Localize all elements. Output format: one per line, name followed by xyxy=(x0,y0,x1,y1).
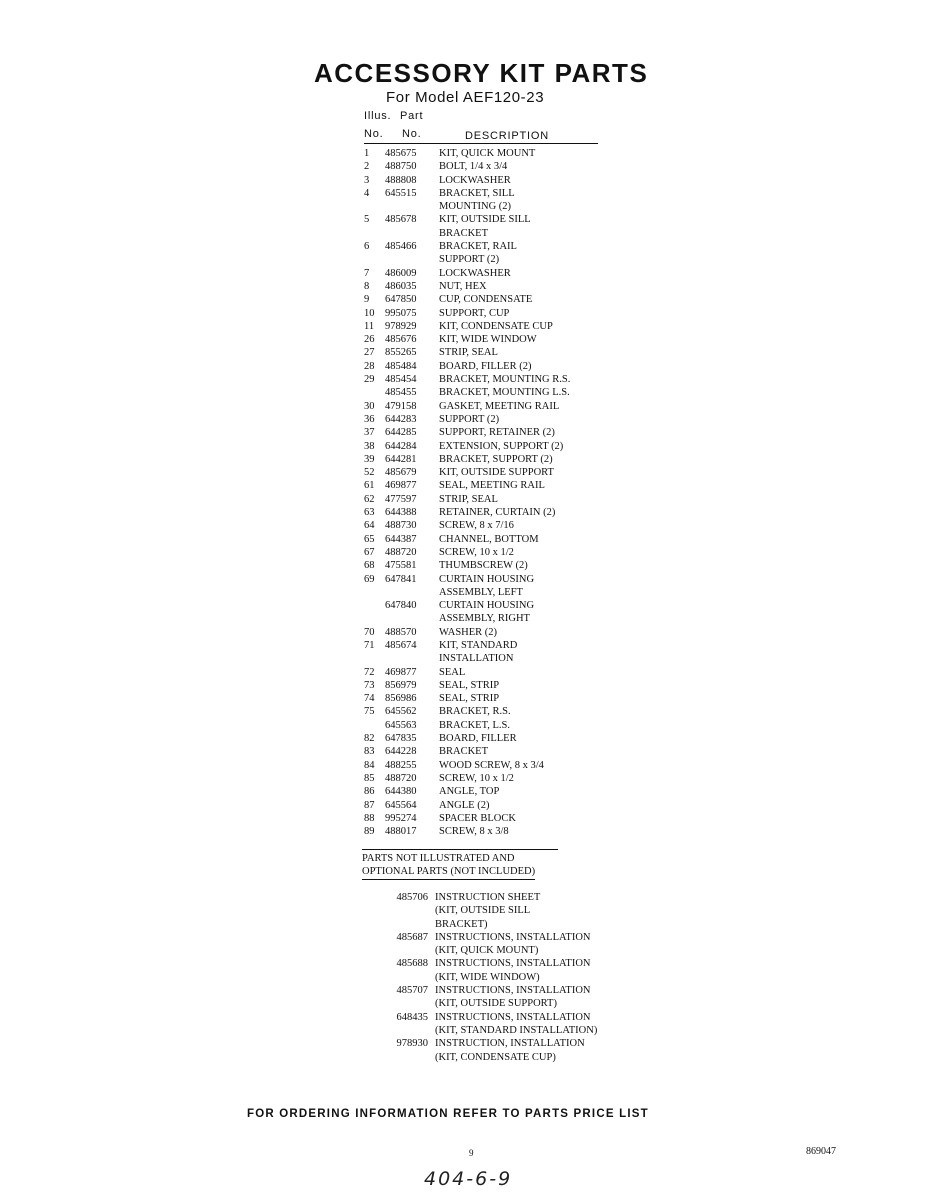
part-row xyxy=(362,440,612,453)
document-number: 869047 xyxy=(806,1146,836,1157)
part-row-continuation xyxy=(362,200,612,213)
part-no: 485678 xyxy=(385,214,417,226)
header-description: DESCRIPTION xyxy=(465,130,549,142)
optional-heading-line: OPTIONAL PARTS (NOT INCLUDED) xyxy=(362,865,535,879)
part-row xyxy=(362,799,612,812)
part-row xyxy=(362,785,612,798)
part-description: SEAL, MEETING RAIL xyxy=(439,480,545,492)
part-description: INSTALLATION xyxy=(439,653,514,665)
illus-no: 84 xyxy=(364,759,375,771)
part-no: 647835 xyxy=(385,733,417,745)
illus-no: 85 xyxy=(364,772,375,784)
part-description: BRACKET, MOUNTING R.S. xyxy=(439,374,571,386)
part-description: BRACKET, SUPPORT (2) xyxy=(439,453,553,465)
part-description: ANGLE (2) xyxy=(439,799,490,811)
part-description: KIT, CONDENSATE CUP xyxy=(439,320,553,332)
part-description: KIT, STANDARD xyxy=(439,639,518,651)
part-no: 647841 xyxy=(385,573,417,585)
part-no: 978929 xyxy=(385,320,417,332)
part-description: INSTRUCTIONS, INSTALLATION xyxy=(435,931,591,943)
part-description: SUPPORT (2) xyxy=(439,254,500,266)
part-description: BOARD, FILLER xyxy=(439,733,517,745)
part-description: SUPPORT (2) xyxy=(439,413,500,425)
optional-part-row-continuation xyxy=(382,904,642,917)
part-description: CUP, CONDENSATE xyxy=(439,294,533,306)
part-no: 469877 xyxy=(385,666,417,678)
part-no: 644387 xyxy=(385,533,417,545)
part-no: 488255 xyxy=(385,759,417,771)
part-no: 486009 xyxy=(385,267,417,279)
optional-part-row xyxy=(382,1011,642,1024)
illus-no: 63 xyxy=(364,507,375,519)
optional-part-row-continuation xyxy=(382,997,642,1010)
part-row xyxy=(362,360,612,373)
illus-no: 62 xyxy=(364,493,375,505)
header-part-no: No. xyxy=(402,128,422,140)
part-description: LOCKWASHER xyxy=(439,174,511,186)
part-description: CURTAIN HOUSING xyxy=(439,600,535,612)
part-description: WOOD SCREW, 8 x 3/4 xyxy=(439,759,544,771)
part-no: 488808 xyxy=(385,174,417,186)
illus-no: 68 xyxy=(364,560,375,572)
part-no: 995075 xyxy=(385,307,417,319)
optional-heading-line: PARTS NOT ILLUSTRATED AND xyxy=(362,853,515,864)
illus-no: 29 xyxy=(364,374,375,386)
part-row xyxy=(362,639,612,652)
part-row xyxy=(362,599,612,612)
optional-divider xyxy=(362,849,558,850)
part-no: 488570 xyxy=(385,626,417,638)
part-description: (KIT, QUICK MOUNT) xyxy=(435,945,539,957)
part-no: 488730 xyxy=(385,520,417,532)
part-row-continuation xyxy=(362,652,612,665)
part-row xyxy=(362,240,612,253)
part-no: 469877 xyxy=(385,480,417,492)
part-row xyxy=(362,293,612,306)
part-description: BOARD, FILLER (2) xyxy=(439,360,532,372)
part-row xyxy=(362,546,612,559)
part-description: BRACKET xyxy=(439,227,489,239)
illus-no: 64 xyxy=(364,520,375,532)
illus-no: 4 xyxy=(364,187,370,199)
part-description: SUPPORT, CUP xyxy=(439,307,510,319)
part-no: 856979 xyxy=(385,679,417,691)
part-row xyxy=(362,825,612,838)
part-description: INSTRUCTION SHEET xyxy=(435,892,541,903)
part-description: SCREW, 8 x 7/16 xyxy=(439,520,514,532)
part-description: EXTENSION, SUPPORT (2) xyxy=(439,440,564,452)
part-no: 485707 xyxy=(396,985,428,997)
illus-no: 82 xyxy=(364,733,375,745)
part-row xyxy=(362,213,612,226)
part-no: 644281 xyxy=(385,453,417,465)
part-row xyxy=(362,174,612,187)
illus-no: 73 xyxy=(364,679,375,691)
part-description: SCREW, 8 x 3/8 xyxy=(439,826,509,838)
part-description: INSTRUCTIONS, INSTALLATION xyxy=(435,1011,591,1023)
handwritten-note: 404-6-9 xyxy=(424,1168,513,1190)
part-no: 648435 xyxy=(396,1011,428,1023)
part-row xyxy=(362,745,612,758)
part-description: ASSEMBLY, LEFT xyxy=(439,586,523,598)
part-description: RETAINER, CURTAIN (2) xyxy=(439,507,556,519)
part-no: 855265 xyxy=(385,347,417,359)
illus-no: 86 xyxy=(364,786,375,798)
part-description: BRACKET) xyxy=(435,918,488,930)
part-no: 488017 xyxy=(385,826,417,838)
part-row-continuation xyxy=(362,586,612,599)
part-row xyxy=(362,267,612,280)
part-no: 644380 xyxy=(385,786,417,798)
illus-no: 67 xyxy=(364,546,375,558)
part-row xyxy=(362,373,612,386)
part-description: INSTRUCTION, INSTALLATION xyxy=(435,1038,585,1050)
part-description: (KIT, WIDE WINDOW) xyxy=(435,971,540,983)
illus-no: 8 xyxy=(364,280,370,292)
part-row xyxy=(362,812,612,825)
optional-part-row xyxy=(382,984,642,997)
part-description: BRACKET, RAIL xyxy=(439,241,517,253)
part-row xyxy=(362,679,612,692)
part-no: 978930 xyxy=(396,1038,428,1050)
illus-no: 11 xyxy=(364,320,375,332)
illus-no: 7 xyxy=(364,267,370,279)
part-row xyxy=(362,759,612,772)
part-no: 479158 xyxy=(385,400,417,412)
part-description: SEAL, STRIP xyxy=(439,693,500,705)
page-title: ACCESSORY KIT PARTS xyxy=(314,58,649,88)
part-row xyxy=(362,400,612,413)
illus-no: 9 xyxy=(364,294,370,306)
part-no: 644283 xyxy=(385,413,417,425)
part-description: SPACER BLOCK xyxy=(439,812,516,824)
part-no: 488720 xyxy=(385,546,417,558)
part-description: CURTAIN HOUSING xyxy=(439,573,535,585)
part-no: 475581 xyxy=(385,560,417,572)
part-no: 485455 xyxy=(385,387,417,399)
illus-no: 39 xyxy=(364,453,375,465)
part-row xyxy=(362,732,612,745)
part-row xyxy=(362,320,612,333)
part-description: CHANNEL, BOTTOM xyxy=(439,533,539,545)
part-row xyxy=(362,559,612,572)
part-description: BRACKET, L.S. xyxy=(439,719,510,731)
header-illus-no: No. xyxy=(364,128,384,140)
part-no: 477597 xyxy=(385,493,417,505)
illus-no: 30 xyxy=(364,400,375,412)
illus-no: 1 xyxy=(364,148,370,159)
part-row xyxy=(362,573,612,586)
part-description: BRACKET, R.S. xyxy=(439,706,511,718)
part-description: (KIT, STANDARD INSTALLATION) xyxy=(435,1024,598,1036)
part-description: INSTRUCTIONS, INSTALLATION xyxy=(435,958,591,970)
part-row xyxy=(362,533,612,546)
part-row xyxy=(362,187,612,200)
part-description: ASSEMBLY, RIGHT xyxy=(439,613,530,625)
ordering-footer: FOR ORDERING INFORMATION REFER TO PARTS PRICE LIST xyxy=(247,1108,649,1120)
part-row xyxy=(362,413,612,426)
illus-no: 75 xyxy=(364,706,375,718)
part-no: 485687 xyxy=(396,931,428,943)
part-description: WASHER (2) xyxy=(439,626,498,638)
part-row xyxy=(362,160,612,173)
part-description: KIT, WIDE WINDOW xyxy=(439,334,537,346)
part-row xyxy=(362,692,612,705)
page-subtitle: For Model AEF120-23 xyxy=(386,89,545,106)
part-no: 647850 xyxy=(385,294,417,306)
part-description: THUMBSCREW (2) xyxy=(439,560,528,572)
part-row xyxy=(362,386,612,399)
optional-part-row xyxy=(382,1037,642,1050)
part-description: BRACKET, MOUNTING L.S. xyxy=(439,387,570,399)
part-no: 485466 xyxy=(385,241,417,253)
optional-part-row xyxy=(382,957,642,970)
part-no: 645515 xyxy=(385,187,417,199)
part-description: LOCKWASHER xyxy=(439,267,511,279)
part-row xyxy=(362,493,612,506)
part-row xyxy=(362,772,612,785)
optional-part-row xyxy=(382,891,642,904)
optional-part-row-continuation xyxy=(382,1024,642,1037)
illus-no: 88 xyxy=(364,812,375,824)
illus-no: 2 xyxy=(364,161,370,173)
part-no: 645564 xyxy=(385,799,417,811)
illus-no: 38 xyxy=(364,440,375,452)
part-no: 485676 xyxy=(385,334,417,346)
illus-no: 74 xyxy=(364,693,375,705)
part-row xyxy=(362,333,612,346)
part-description: SCREW, 10 x 1/2 xyxy=(439,772,514,784)
part-no: 644388 xyxy=(385,507,417,519)
optional-part-row-continuation xyxy=(382,1051,642,1064)
part-description: (KIT, CONDENSATE CUP) xyxy=(435,1051,556,1063)
part-description: MOUNTING (2) xyxy=(439,201,512,213)
part-row xyxy=(362,705,612,718)
illus-no: 65 xyxy=(364,533,375,545)
part-description: SEAL xyxy=(439,666,466,678)
part-no: 488720 xyxy=(385,772,417,784)
optional-part-row-continuation xyxy=(382,918,642,931)
illus-no: 6 xyxy=(364,241,370,253)
illus-no: 52 xyxy=(364,467,375,479)
page-number: 9 xyxy=(469,1148,474,1158)
part-no: 644284 xyxy=(385,440,417,452)
part-description: KIT, OUTSIDE SILL xyxy=(439,214,531,226)
illus-no: 37 xyxy=(364,427,375,439)
part-description: NUT, HEX xyxy=(439,280,487,292)
part-no: 485706 xyxy=(396,892,428,903)
illus-no: 36 xyxy=(364,413,375,425)
part-description: (KIT, OUTSIDE SUPPORT) xyxy=(435,998,557,1010)
illus-no: 69 xyxy=(364,573,375,585)
part-no: 645563 xyxy=(385,719,417,731)
part-row xyxy=(362,479,612,492)
part-description: STRIP, SEAL xyxy=(439,493,498,505)
part-row xyxy=(362,466,612,479)
illus-no: 26 xyxy=(364,334,375,346)
part-row xyxy=(362,147,612,160)
optional-part-row-continuation xyxy=(382,944,642,957)
part-no: 644285 xyxy=(385,427,417,439)
part-no: 488750 xyxy=(385,161,417,173)
part-no: 647840 xyxy=(385,600,417,612)
part-description: BOLT, 1/4 x 3/4 xyxy=(439,161,508,173)
part-description: KIT, QUICK MOUNT xyxy=(439,148,536,159)
part-description: (KIT, OUTSIDE SILL xyxy=(435,905,531,917)
part-row xyxy=(362,519,612,532)
part-no: 485484 xyxy=(385,360,417,372)
header-illus: Illus. xyxy=(364,110,392,122)
illus-no: 10 xyxy=(364,307,375,319)
part-description: INSTRUCTIONS, INSTALLATION xyxy=(435,985,591,997)
part-row-continuation xyxy=(362,227,612,240)
part-row-continuation xyxy=(362,253,612,266)
part-row xyxy=(362,280,612,293)
illus-no: 87 xyxy=(364,799,375,811)
part-description: KIT, OUTSIDE SUPPORT xyxy=(439,467,554,479)
optional-part-row xyxy=(382,931,642,944)
part-no: 995274 xyxy=(385,812,417,824)
optional-parts-list xyxy=(382,891,642,1064)
part-no: 485675 xyxy=(385,148,417,159)
part-description: SUPPORT, RETAINER (2) xyxy=(439,427,555,439)
part-no: 486035 xyxy=(385,280,417,292)
illus-no: 89 xyxy=(364,826,375,838)
illus-no: 72 xyxy=(364,666,375,678)
part-row xyxy=(362,626,612,639)
part-no: 485688 xyxy=(396,958,428,970)
part-row xyxy=(362,307,612,320)
part-row xyxy=(362,506,612,519)
part-description: SEAL, STRIP xyxy=(439,679,500,691)
part-no: 485679 xyxy=(385,467,417,479)
header-divider xyxy=(364,143,598,144)
illus-no: 61 xyxy=(364,480,375,492)
part-row xyxy=(362,719,612,732)
parts-list xyxy=(362,147,612,838)
part-no: 485674 xyxy=(385,639,417,651)
part-no: 485454 xyxy=(385,374,417,386)
part-description: GASKET, MEETING RAIL xyxy=(439,400,560,412)
part-no: 644228 xyxy=(385,746,417,758)
part-row xyxy=(362,453,612,466)
part-description: STRIP, SEAL xyxy=(439,347,498,359)
part-description: BRACKET xyxy=(439,746,489,758)
optional-heading xyxy=(362,852,535,880)
part-row xyxy=(362,666,612,679)
part-description: SCREW, 10 x 1/2 xyxy=(439,546,514,558)
part-row xyxy=(362,426,612,439)
illus-no: 5 xyxy=(364,214,370,226)
illus-no: 3 xyxy=(364,174,370,186)
header-part: Part xyxy=(400,110,424,122)
illus-no: 27 xyxy=(364,347,375,359)
part-description: ANGLE, TOP xyxy=(439,786,500,798)
illus-no: 70 xyxy=(364,626,375,638)
part-no: 645562 xyxy=(385,706,417,718)
part-description: BRACKET, SILL xyxy=(439,187,515,199)
illus-no: 83 xyxy=(364,746,375,758)
part-row xyxy=(362,346,612,359)
part-row-continuation xyxy=(362,612,612,625)
optional-part-row-continuation xyxy=(382,971,642,984)
illus-no: 71 xyxy=(364,639,375,651)
illus-no: 28 xyxy=(364,360,375,372)
part-no: 856986 xyxy=(385,693,417,705)
